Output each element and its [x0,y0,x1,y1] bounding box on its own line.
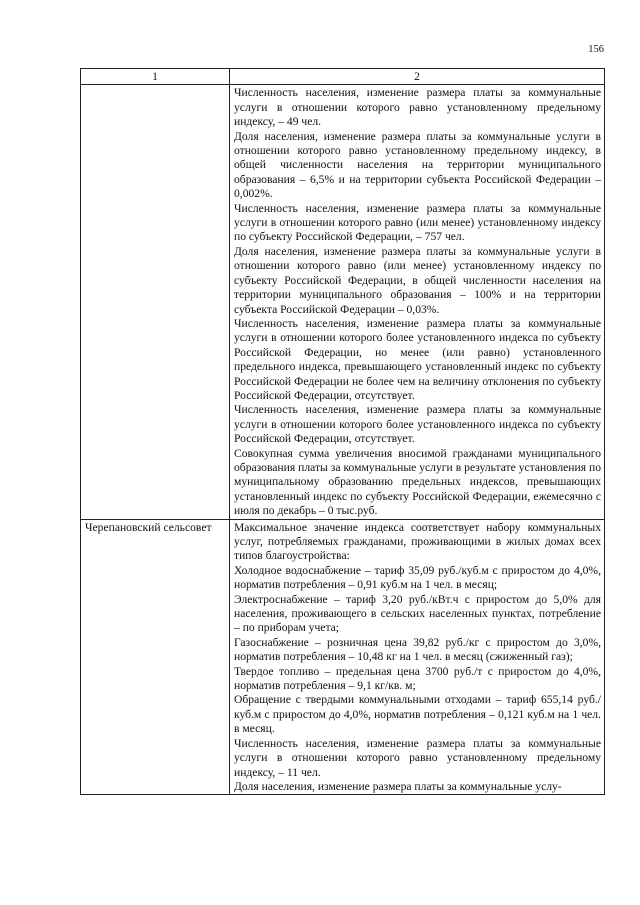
paragraph: Численность населения, изменение размера платы за коммунальные услуги в отношении которого более установленного индекса по субъекту Российской Федерации, отсутствует. [234,403,601,446]
paragraph: Численность населения, изменение размера платы за коммунальные услуги в отношении которого более установленного индекса по субъекту Российской Федерации, но менее (или равно) установленного предельного индекса, превышающего установленный индекс по субъекту Российской Федерации не более чем на величину отклонения по субъекту Российской Федерации, отсутствует. [234,316,601,402]
paragraph: Максимальное значение индекса соответствует набору коммунальных услуг, потребляемых гражданами, проживающими в жилых домах всех типов благоустройства: [234,520,601,563]
description-cell [230,85,605,519]
table-row [81,519,605,795]
municipality-cell [81,85,230,519]
paragraph: Электроснабжение – тариф 3,20 руб./кВт.ч с приростом до 5,0% для населения, проживающего в сельских населенных пунктах, потребление – по приборам учета; [234,592,601,635]
table-header-row [81,69,605,85]
column-header-2: 2 [230,69,605,85]
paragraph: Доля населения, изменение размера платы за коммунальные услу- [234,779,562,793]
paragraph: Обращение с твердыми коммунальными отходами – тариф 655,14 руб./куб.м с приростом до 4,0%, норматив потребления – 0,121 куб.м на 1 чел. в месяц. [234,693,601,736]
municipality-cell: Черепановский сельсовет [81,519,230,795]
paragraph: Доля населения, изменение размера платы за коммунальные услуги в отношении которого равно (или менее) установленному индексу по субъекту Российской Федерации, в общей численности населения на территории муниципального образования – 100% и на территории субъекта Российской Федерации – 0,03%. [234,244,601,316]
document-table [80,68,605,795]
description-cell [230,519,605,795]
column-header-1: 1 [81,69,230,85]
paragraph: Совокупная сумма увеличения вносимой гражданами муниципального образования платы за коммунальные услуги в результате установления по муниципальному образованию предельных индексов, превышающих установленный индекс по субъекту Российской Федерации, ежемесячно с июля по декабрь – 0 тыс.руб. [234,446,601,518]
paragraph: Холодное водоснабжение – тариф 35,09 руб./куб.м с приростом до 4,0%, норматив потребления – 0,91 куб.м на 1 чел. в месяц; [234,563,601,592]
paragraph: Численность населения, изменение размера платы за коммунальные услуги в отношении которого равно (или менее) установленному индексу по субъекту Российской Федерации, – 757 чел. [234,201,601,244]
paragraph: Твердое топливо – предельная цена 3700 руб./т с приростом до 4,0%, норматив потребления – 9,1 кг/кв. м; [234,664,601,693]
paragraph: Доля населения, изменение размера платы за коммунальные услуги в отношении которого равно установленному предельному индексу, в общей численности населения на территории муниципального образования – 6,5% и на территории субъекта Российской Федерации – 0,002%. [234,129,601,201]
page-number: 156 [588,44,604,55]
paragraph: Численность населения, изменение размера платы за коммунальные услуги в отношении которого равно установленному предельному индексу, – 11 чел. [234,736,601,779]
paragraph: Газоснабжение – розничная цена 39,82 руб./кг с приростом до 3,0%, норматив потребления – 10,48 кг на 1 чел. в месяц (сжиженный газ); [234,635,601,664]
paragraph: Численность населения, изменение размера платы за коммунальные услуги в отношении которого равно установленному предельному индексу, – 49 чел. [234,86,601,129]
table-row [81,85,605,519]
